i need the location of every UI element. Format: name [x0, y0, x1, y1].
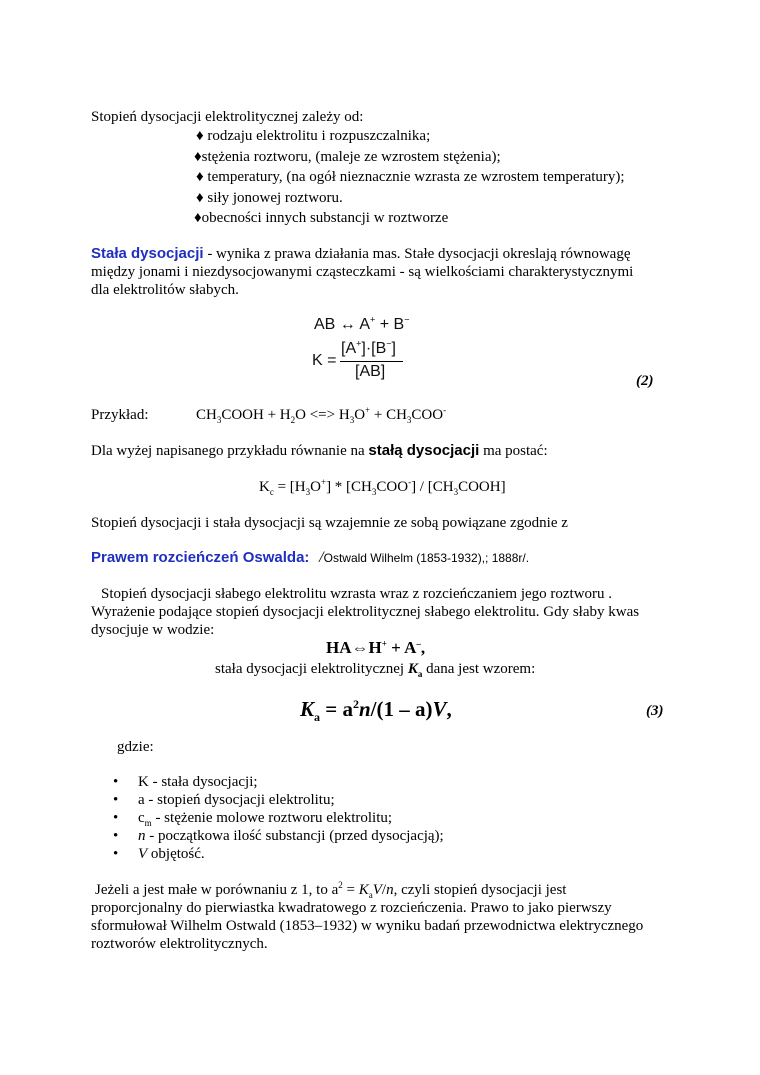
- kc-equation: [259, 478, 506, 496]
- constant-intro: [91, 442, 548, 460]
- ka-sub-a: a: [417, 669, 423, 679]
- ex-cooh: COOH + H: [221, 407, 291, 423]
- kc-sup-minus: -: [408, 477, 412, 487]
- eq3-k: K: [300, 697, 315, 721]
- k-num-mid: ]·[B: [361, 340, 387, 357]
- related-line: Stopień dysocjacji i stała dysocjacji są wzajemnie ze sobą powiązane zgodnie z: [91, 515, 568, 531]
- ex-o: O: [354, 407, 366, 423]
- factor-text: stężenia roztworu, (maleje ze wzrostem stężenia);: [201, 149, 501, 165]
- reaction-ab: AB: [314, 316, 336, 333]
- k-label: K =: [312, 352, 337, 369]
- example-equation: [196, 406, 446, 424]
- kc-end: COOH]: [458, 479, 506, 495]
- factor-item: [194, 148, 501, 166]
- constant-post: ma postać:: [479, 443, 548, 459]
- k-num-a: [A: [341, 340, 357, 357]
- double-arrow-icon: ⇔: [351, 638, 369, 657]
- final-line-2: proporcjonalny do pierwiastka kwadratowego z rozcieńczenia. Prawo to jako pierwszy: [91, 900, 612, 916]
- reaction-b-ion: B: [393, 316, 405, 333]
- reaction-b-charge: −: [404, 314, 410, 325]
- ex-o-arrow: O <=> H: [295, 407, 350, 423]
- legend-c-text: - stężenie molowe roztworu elektrolitu;: [151, 810, 393, 826]
- ha-sup-plus: +: [381, 638, 387, 649]
- kc-mid2: ] / [CH: [411, 479, 454, 495]
- ka-pre: stała dysocjacji elektrolitycznej: [215, 661, 408, 677]
- reaction-equation: [314, 316, 409, 334]
- kc-mid: ] * [CH: [326, 479, 372, 495]
- eq3-v: V: [432, 697, 447, 721]
- ha-ha: HA: [326, 638, 352, 657]
- ka-equation: [300, 697, 452, 725]
- final-line-3: sformułował Wilhelm Ostwald (1853–1932) w wyniku badań przewodnictwa elektrycznego: [91, 918, 644, 934]
- ex-sub-2: 2: [290, 415, 296, 425]
- k-num-b-charge: −: [386, 338, 392, 349]
- ha-equation: [326, 639, 425, 657]
- ex-coo: COO: [411, 407, 444, 423]
- eq3-eq: = a: [320, 697, 353, 721]
- reaction-a-ion: A: [359, 316, 371, 333]
- stala-line-2: między jonami i niezdysocjowanymi cząsteczkami - są wielkościami charakterystycznymi: [91, 264, 634, 280]
- ex-ch: CH: [196, 407, 217, 423]
- legend-v: V: [138, 846, 148, 862]
- legend-v-text: objętość.: [147, 846, 205, 862]
- ex-sub-3c: 3: [406, 415, 412, 425]
- kc-k: K: [259, 479, 270, 495]
- legend-item-n: [91, 827, 444, 845]
- stala-text: - wynika z prawa działania mas. Stałe dysocjacji okreslają równowagę: [203, 246, 631, 262]
- k-num-end: ]: [391, 340, 396, 357]
- final-pre: Jeżeli a jest małe w porównaniu z 1, to a: [95, 882, 339, 898]
- k-numerator: [341, 340, 396, 358]
- diamond-bullet-icon: ♦: [194, 149, 202, 165]
- kc-o: O: [310, 479, 321, 495]
- final-line-1: [95, 881, 566, 899]
- equation-number-2: (2): [636, 373, 654, 389]
- legend-item-k: [91, 773, 444, 791]
- para2-line-3: dysocjuje w wodzie:: [91, 622, 215, 638]
- legend-n-text: - początkowa ilość substancji (przed dysocjacją);: [145, 828, 444, 844]
- eq3-sup-2: 2: [352, 697, 359, 711]
- example-label: Przykład:: [91, 407, 149, 423]
- ex-sup-plus: +: [365, 405, 371, 415]
- constant-bold: stałą dysocjacji: [368, 442, 480, 459]
- kc-sup-plus: +: [320, 477, 327, 487]
- legend-list: [91, 773, 444, 863]
- kc-sub-3c: 3: [453, 487, 459, 497]
- factor-item: [196, 168, 625, 186]
- ha-sup-minus: –: [416, 638, 421, 649]
- oswald-title: Prawem rozcieńczeń Oswalda:: [91, 549, 310, 566]
- gdzie-label: gdzie:: [117, 739, 154, 755]
- oswald-line: [91, 549, 529, 567]
- equilibrium-arrow-icon: ↔: [339, 316, 356, 333]
- final-n: n: [386, 882, 394, 898]
- diamond-bullet-icon: ♦: [196, 169, 204, 185]
- final-slash: /: [381, 882, 387, 898]
- ex-sub-3b: 3: [349, 415, 355, 425]
- factor-text: siły jonowej roztworu.: [207, 190, 343, 206]
- final-line-4: roztworów elektrolitycznych.: [91, 936, 268, 952]
- k-denominator: [AB]: [355, 363, 386, 380]
- para2-line-2: Wyrażenie podające stopień dysocjacji elektrolitycznej słabego elektrolitu. Gdy słaby kwas: [91, 604, 640, 620]
- diamond-bullet-icon: ♦: [194, 210, 202, 226]
- eq3-mid: /(1 – a): [370, 697, 433, 721]
- ex-sup-minus: -: [443, 405, 447, 415]
- final-post: , czyli stopień dysocjacji jest: [393, 882, 567, 898]
- eq3-comma: ,: [446, 697, 452, 721]
- reaction-a-charge: +: [370, 314, 376, 325]
- factor-text: temperatury, (na ogół nieznacznie wzrasta ze wzrostem temperatury);: [207, 169, 625, 185]
- para2-line-1: Stopień dysocjacji słabego elektrolitu wzrasta wraz z rozcieńczaniem jego roztworu .: [101, 586, 613, 602]
- final-k: K: [358, 882, 369, 898]
- ha-h: H: [368, 638, 382, 657]
- factor-text: obecności innych substancji w roztworze: [201, 210, 449, 226]
- stala-term: Stała dysocjacji: [91, 245, 204, 262]
- legend-item-c: [91, 809, 444, 827]
- factor-text: rodzaju elektrolitu i rozpuszczalnika;: [207, 128, 431, 144]
- final-sup-2: 2: [338, 880, 343, 890]
- stala-line-3: dla elektrolitów słabych.: [91, 282, 239, 298]
- final-v: V: [372, 882, 382, 898]
- factor-item: [196, 189, 343, 207]
- stala-line-1: [91, 245, 630, 263]
- legend-item-a: [91, 791, 444, 809]
- legend-item-v: [91, 845, 444, 863]
- final-eq: =: [342, 882, 359, 898]
- ka-k: K: [407, 661, 418, 677]
- intro-line: Stopień dysocjacji elektrolitycznej zależy od:: [91, 109, 364, 125]
- kc-sub-c: c: [269, 487, 274, 497]
- ex-plus-ch: + CH: [370, 407, 407, 423]
- diamond-bullet-icon: ♦: [196, 190, 204, 206]
- reaction-plus: +: [379, 316, 390, 333]
- eq3-n: n: [358, 697, 371, 721]
- constant-pre: Dla wyżej napisanego przykładu równanie na: [91, 443, 369, 459]
- legend-a-text: a - stopień dysocjacji elektrolitu;: [138, 792, 335, 808]
- eq3-sub-a: a: [314, 710, 321, 725]
- factor-item: [194, 209, 448, 227]
- ka-post: dana jest wzorem:: [422, 661, 536, 677]
- ha-sep: + A: [386, 638, 417, 657]
- kc-sub-3: 3: [305, 487, 311, 497]
- legend-k-text: K - stała dysocjacji;: [138, 774, 258, 790]
- legend-c: c: [138, 810, 145, 826]
- ka-intro: [215, 660, 535, 678]
- kc-coo: COO: [376, 479, 409, 495]
- k-num-a-charge: +: [356, 338, 362, 349]
- kc-eq: = [H: [273, 479, 306, 495]
- legend-n: n: [138, 828, 146, 844]
- ex-sub-3: 3: [216, 415, 222, 425]
- diamond-bullet-icon: ♦: [196, 128, 204, 144]
- oswald-note: Ostwald Wilhelm (1853-1932),; 1888r/.: [323, 551, 530, 565]
- equation-number-3: (3): [646, 703, 664, 719]
- legend-c-sub: m: [144, 818, 152, 828]
- ha-comma: ,: [420, 638, 426, 657]
- kc-sub-3b: 3: [371, 487, 377, 497]
- oswald-slash: /: [319, 549, 324, 566]
- factor-item: [196, 127, 430, 145]
- fraction-bar: [340, 361, 403, 362]
- final-sub-a: a: [368, 890, 373, 900]
